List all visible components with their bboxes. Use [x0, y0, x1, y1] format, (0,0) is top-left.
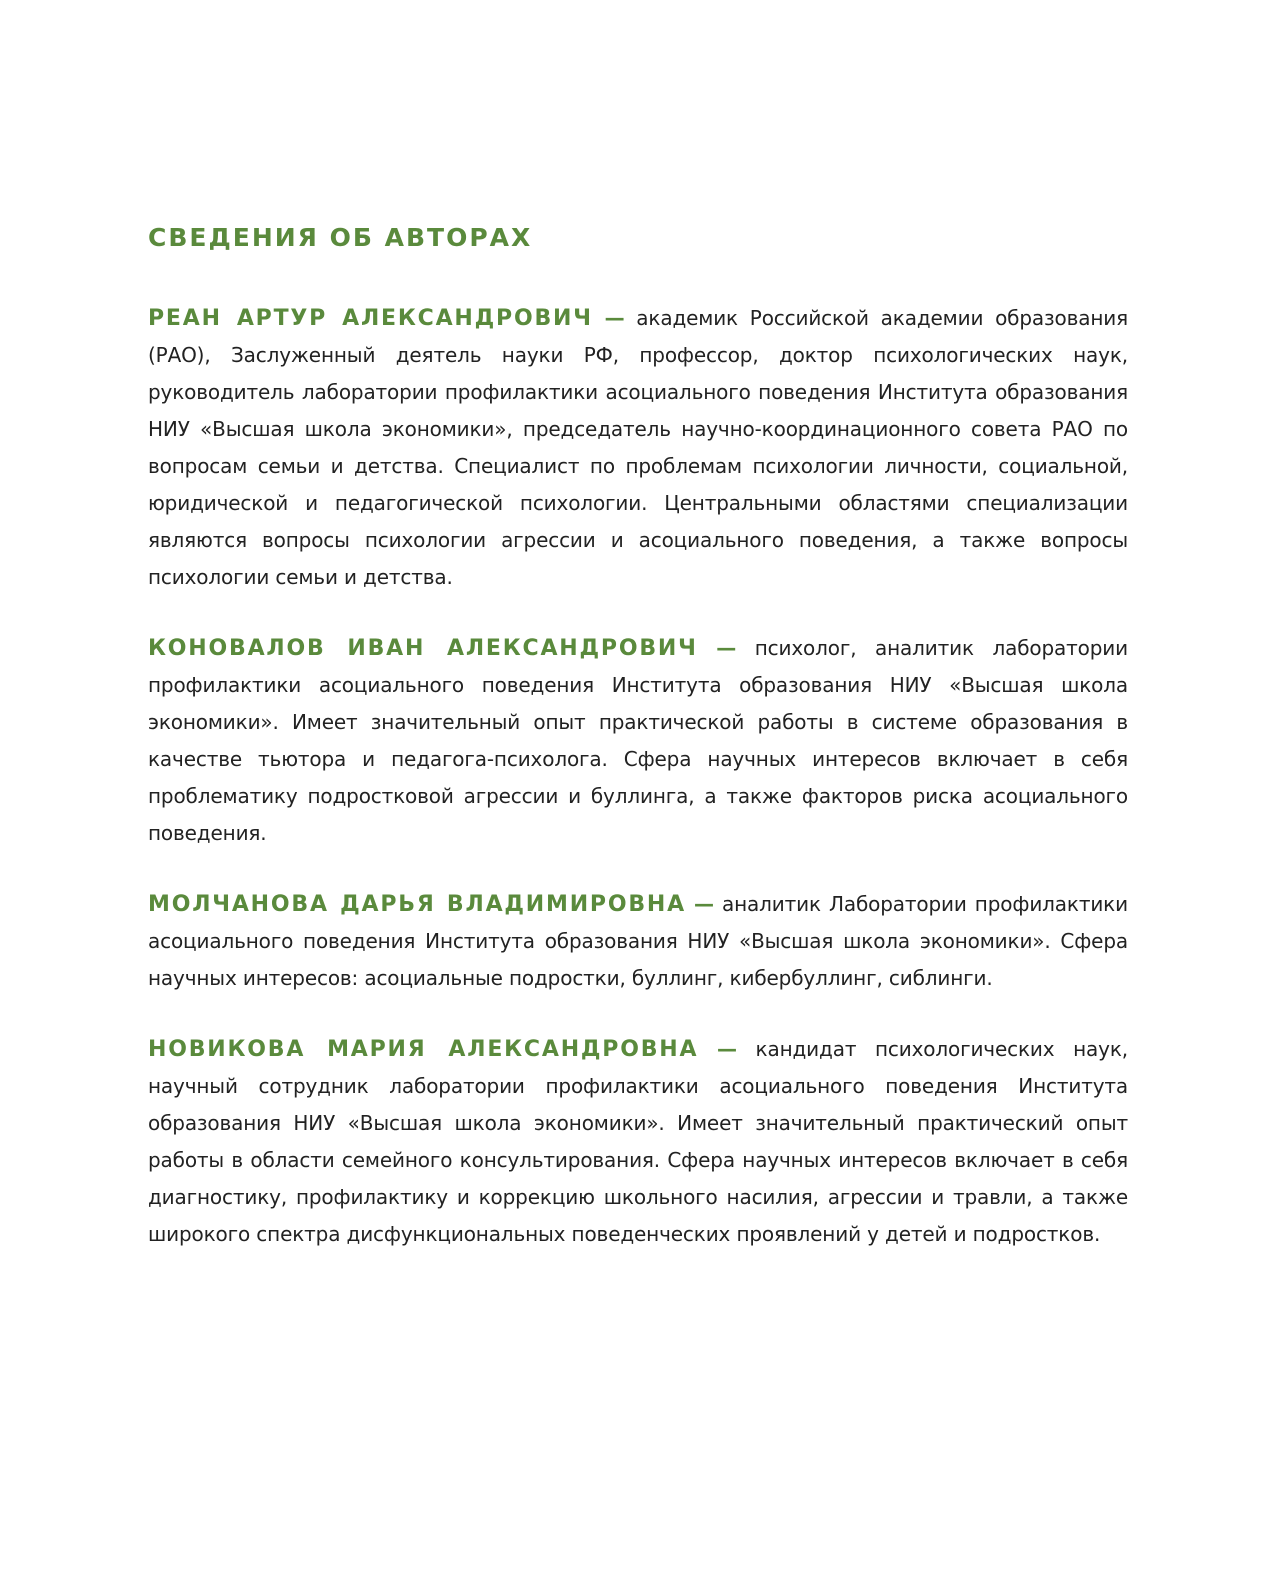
- author-bio: психолог, аналитик лаборатории профилактики асоциального поведения Института образования НИУ «Высшая школа экономики». Имеет значительный опыт практической работы в системе образования в качестве тьютора и педагога-психолога. Сфера научных интересов включает в себя проблематику подростковой агрессии и буллинга, а также факторов риска асоциального поведения.: [148, 636, 1128, 845]
- dash-separator: —: [604, 306, 625, 330]
- author-bio: академик Российской академии образования (РАО), Заслуженный деятель науки РФ, профессор, доктор психологических наук, руководитель лаборатории профилактики асоциального поведения Института образования НИУ «Высшая школа экономики», председатель научно-координационного совета РАО по вопросам семьи и детства. Специалист по проблемам психологии личности, социальной, юридической и педагогической психологии. Центральными областями специализации являются вопросы психологии агрессии и асоциального поведения, а также вопросы психологии семьи и детства.: [148, 306, 1128, 589]
- author-name: МОЛЧАНОВА ДАРЬЯ ВЛАДИМИРОВНА: [148, 892, 686, 917]
- author-bio: кандидат психологических наук, научный сотрудник лаборатории профилактики асоциального поведения Института образования НИУ «Высшая школа экономики». Имеет значительный практический опыт работы в области семейного консультирования. Сфера научных интересов включает в себя диагностику, профилактику и коррекцию школьного насилия, агрессии и травли, а также широкого спектра дисфункциональных поведенческих проявлений у детей и подростков.: [148, 1037, 1128, 1246]
- dash-separator: —: [717, 1037, 737, 1061]
- author-entry-novikova: [148, 1031, 1128, 1253]
- dash-separator: —: [716, 636, 737, 660]
- author-name: КОНОВАЛОВ ИВАН АЛЕКСАНДРОВИЧ: [148, 636, 698, 661]
- author-entry-rean: [148, 300, 1128, 596]
- dash-separator: —: [694, 892, 714, 916]
- author-bio: аналитик Лаборатории профилактики асоциального поведения Института образования НИУ «Высшая школа экономики». Сфера научных интересов: асоциальные подростки, буллинг, кибербуллинг, сиблинги.: [148, 892, 1128, 990]
- document-page: [148, 218, 1128, 1287]
- author-entry-konovalov: [148, 630, 1128, 852]
- section-title: СВЕДЕНИЯ ОБ АВТОРАХ: [148, 223, 533, 252]
- author-entry-molchanova: [148, 886, 1128, 997]
- author-name: НОВИКОВА МАРИЯ АЛЕКСАНДРОВНА: [148, 1037, 699, 1062]
- author-name: РЕАН АРТУР АЛЕКСАНДРОВИЧ: [148, 306, 593, 331]
